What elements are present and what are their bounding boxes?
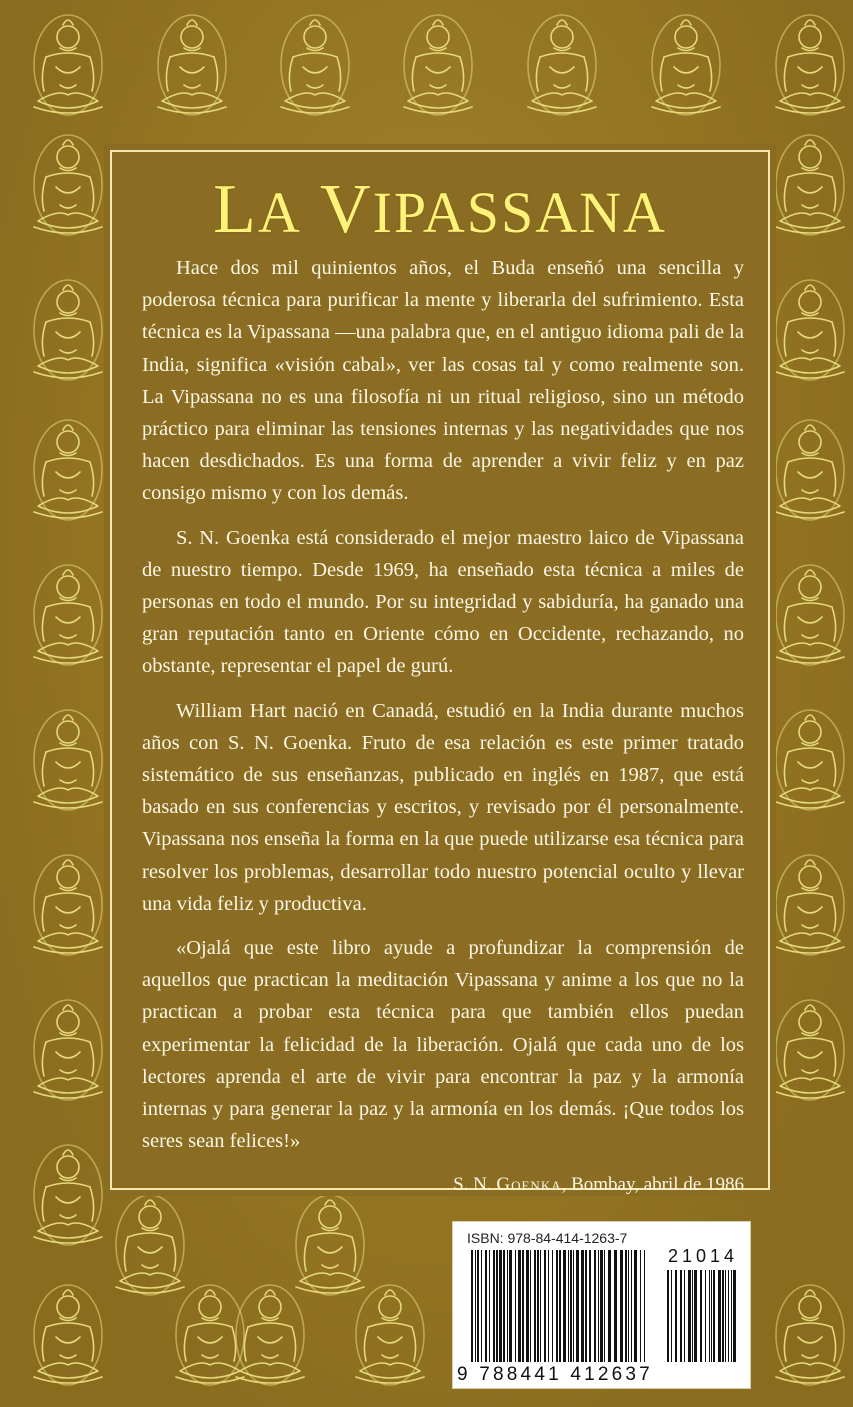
barcode-bar	[518, 1250, 521, 1362]
barcode-addon-bar	[675, 1270, 677, 1362]
barcode-bar	[493, 1250, 495, 1362]
barcode-addon-bar	[713, 1270, 715, 1362]
barcode-addon-bar	[718, 1270, 721, 1362]
barcode-bar	[544, 1250, 546, 1362]
blurb-text	[142, 252, 744, 1202]
barcode-bar	[620, 1250, 623, 1362]
barcode-bar	[509, 1250, 512, 1362]
barcode-addon-bar	[671, 1270, 672, 1362]
barcode-bar	[625, 1250, 627, 1362]
book-title	[112, 170, 768, 253]
barcode-bar	[563, 1250, 566, 1362]
barcode-bar	[540, 1250, 541, 1362]
text-panel	[110, 150, 770, 1196]
barcode-bar	[640, 1250, 641, 1362]
barcode-addon-bar	[667, 1270, 669, 1362]
barcode-bar	[552, 1250, 553, 1362]
barcode-addon-bar	[728, 1270, 729, 1362]
title-initial: V	[320, 171, 373, 248]
barcode-bar	[471, 1250, 473, 1362]
barcode-addon-bar	[680, 1270, 682, 1362]
barcode-bars	[467, 1250, 739, 1364]
barcode-bar	[522, 1250, 524, 1362]
barcode-bar	[559, 1250, 561, 1362]
barcode-bar	[634, 1250, 637, 1362]
barcode-bar	[644, 1250, 645, 1362]
barcode-bar	[598, 1250, 599, 1362]
barcode-bar	[608, 1250, 611, 1362]
barcode-bar	[628, 1250, 629, 1362]
barcode-addon-bar	[722, 1270, 724, 1362]
barcode-bar	[496, 1250, 498, 1362]
isbn-label: ISBN: 978-84-414-1263-7	[467, 1230, 628, 1246]
barcode-bar	[503, 1250, 505, 1362]
signature	[142, 1169, 744, 1201]
barcode-bar	[600, 1250, 603, 1362]
barcode-bar	[576, 1250, 579, 1362]
barcode-addon-bar	[700, 1270, 702, 1362]
barcode-bar	[515, 1250, 516, 1362]
barcode-bar	[534, 1250, 536, 1362]
signature-initials: S. N.	[453, 1174, 497, 1196]
paragraph-goenka: S. N. Goenka está considerado el mejor maestro laico de Vipassana de nuestro tiempo. Desde 1969, ha enseñado esta técnica a miles de personas en todo el mundo. Por su integridad y sabiduría, ha ganado una gran reputación tanto en Oriente cómo en Occidente, rechazando, no obstante, representar el papel de gurú.	[142, 526, 744, 678]
barcode-addon-bar	[711, 1270, 712, 1362]
barcode-bar	[573, 1250, 574, 1362]
barcode-bar	[631, 1250, 632, 1362]
barcode-addon-bar	[725, 1270, 726, 1362]
barcode-bar	[489, 1250, 490, 1362]
barcode-bar	[585, 1250, 587, 1362]
barcode-addon-bar	[733, 1270, 736, 1362]
signature-place-date: , Bombay, abril de 1986	[561, 1174, 744, 1196]
barcode-addon-bar	[731, 1270, 732, 1362]
barcode-bar	[475, 1250, 476, 1362]
paragraph-quote: «Ojalá que este libro ayude a profundizar la comprensión de aquellos que practican la meditación Vipassana y anime a los que no la practican a probar esta técnica para que también ellos puedan experimentar la felicidad de la liberación. Ojalá que cada uno de los lectores aprenda el arte de vivir para encontrar la paz y la armonía internas y para generar la paz y la armonía en los demás. ¡Que todos los seres sean felices!»	[142, 937, 744, 1153]
isbn-barcode	[452, 1221, 751, 1389]
barcode-addon-bar	[692, 1270, 693, 1362]
barcode-bar	[481, 1250, 482, 1362]
barcode-bar	[589, 1250, 591, 1362]
ean-digits: 9 788441 412637	[457, 1364, 653, 1385]
barcode-bar	[568, 1250, 569, 1362]
barcode-bar	[604, 1250, 605, 1362]
barcode-bar	[594, 1250, 596, 1362]
barcode-bar	[499, 1250, 502, 1362]
barcode-bar	[477, 1250, 479, 1362]
barcode-addon-bar	[705, 1270, 706, 1362]
barcode-addon-bar	[694, 1270, 697, 1362]
barcode-bar	[507, 1250, 508, 1362]
barcode-bar	[485, 1250, 487, 1362]
barcode-addon-bar	[688, 1270, 691, 1362]
title-initial: L	[213, 171, 258, 248]
barcode-bar	[537, 1250, 539, 1362]
title-part: A	[257, 180, 302, 245]
paragraph-intro: Hace dos mil quinientos años, el Buda enseñó una sencilla y poderosa técnica para purificar la mente y liberarla del sufrimiento. Esta técnica es la Vipassana —una palabra que, en el antiguo idioma pali de la India, significa «visión cabal», ver las cosas tal y como realmente son. La Vipassana no es una filosofía ni un ritual religioso, sino un método práctico para eliminar las tensiones internas y las negatividades que nos hacen desdichados. Es una forma de aprender a vivir feliz y en paz consigo mismo y con los demás.	[142, 257, 744, 505]
barcode-bar	[526, 1250, 529, 1362]
barcode-bar	[556, 1250, 558, 1362]
barcode-bar	[614, 1250, 617, 1362]
barcode-bar	[530, 1250, 531, 1362]
paragraph-hart: William Hart nació en Canadá, estudió en la India durante muchos años con S. N. Goenka. Fruto de esa relación es este primer tratado sistemático de sus enseñanzas, publicado en inglés en 1987, que está basado en sus conferencias y escritos, y revisado por él personalmente. Vipassana nos enseña la forma en la que puede utilizarse esa técnica para resolver los problemas, desarrollar todo nuestro potencial oculto y llevar una vida feliz y productiva.	[142, 699, 744, 915]
barcode-addon-digits: 21014	[668, 1246, 739, 1266]
barcode-addon-bar	[684, 1270, 685, 1362]
barcode-bar	[548, 1250, 549, 1362]
barcode-bar	[570, 1250, 572, 1362]
signature-name: Goenka	[496, 1174, 562, 1196]
barcode-bar	[581, 1250, 584, 1362]
barcode-addon-bar	[709, 1270, 710, 1362]
title-part: IPASSANA	[372, 180, 667, 245]
